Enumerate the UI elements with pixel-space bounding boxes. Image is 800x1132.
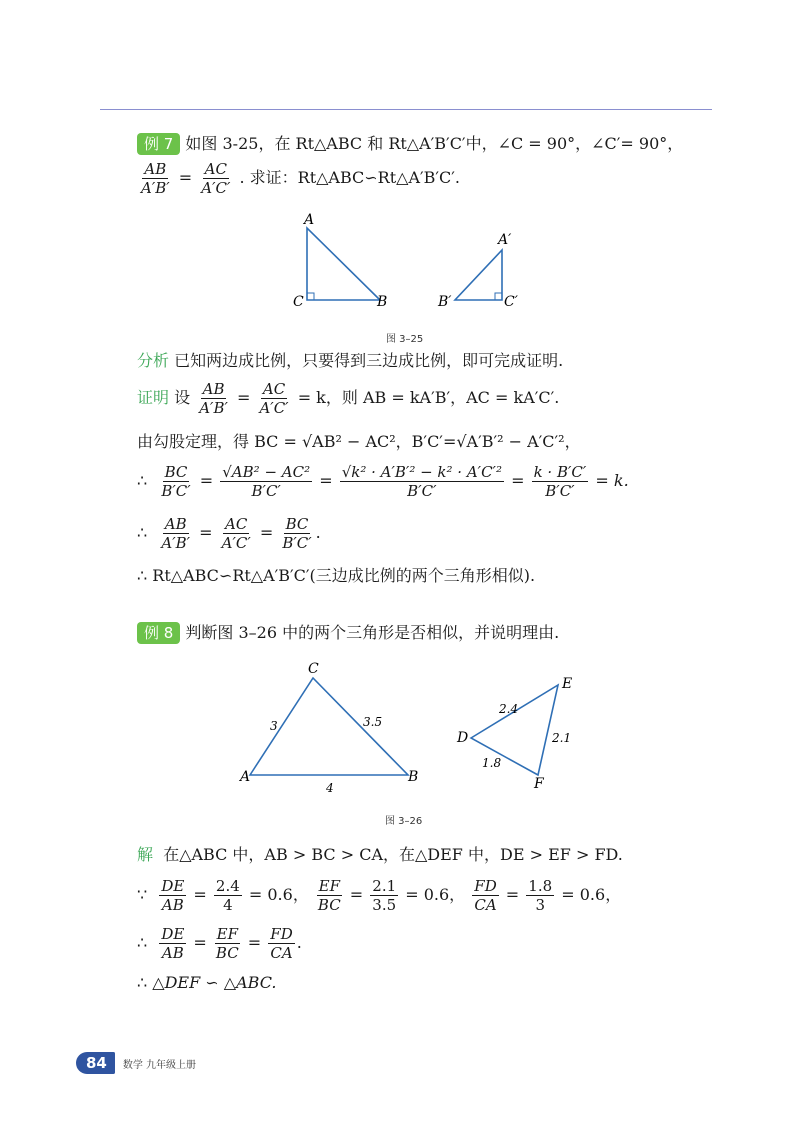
figure-caption-3-26: 图 3–26 bbox=[385, 816, 423, 827]
figure-3-26 bbox=[230, 660, 580, 800]
fraction: $\frac{1.8}{3}$ bbox=[528, 877, 553, 914]
side-ac: 3 bbox=[270, 719, 278, 733]
fraction: $\frac{DE}{AB}$ bbox=[161, 877, 185, 914]
label-b: B bbox=[377, 294, 388, 310]
header-rule bbox=[100, 109, 712, 110]
therefore-line-2: ∴ $\frac{AB}{A'B'}$ = $\frac{AC}{A'C'}$ = $\frac{BC}{B'C'}$ . bbox=[137, 515, 321, 552]
analysis-label: 分析 bbox=[137, 351, 170, 370]
example7-badge: 例 7 bbox=[137, 133, 180, 155]
right-angle-mark bbox=[495, 293, 502, 300]
fraction: $\frac{2.4}{4}$ bbox=[215, 877, 240, 914]
fraction: $\frac{EF}{BC}$ bbox=[317, 877, 341, 914]
label-c: C bbox=[308, 661, 319, 677]
example8-badge: 例 8 bbox=[137, 622, 180, 644]
label-e: E bbox=[562, 676, 573, 692]
figure-caption-3-25: 图 3–25 bbox=[386, 334, 424, 345]
label-c: C bbox=[293, 294, 304, 310]
fraction: $\frac{AC}{A'C'}$ bbox=[201, 160, 231, 197]
label-b: B bbox=[408, 769, 419, 785]
fraction: $\frac{FD}{CA}$ bbox=[474, 877, 497, 914]
proof-label: 证明 bbox=[137, 388, 170, 407]
fraction: $\frac{AB}{A'B'}$ bbox=[199, 380, 228, 417]
label-a-prime: A′ bbox=[498, 232, 512, 248]
book-title: 数学 九年级上册 bbox=[122, 1059, 197, 1071]
fraction: $\frac{2.1}{3.5}$ bbox=[372, 877, 397, 914]
final-conclusion: ∴ △DEF ∽ △ABC. bbox=[137, 973, 277, 992]
fraction: $\frac{AC}{A'C'}$ bbox=[259, 380, 289, 417]
fraction: $\frac{DE}{AB}$ bbox=[161, 925, 185, 962]
label-d: D bbox=[457, 730, 469, 746]
fraction: $\frac{AB}{A'B'}$ bbox=[141, 160, 170, 197]
side-de: 2.4 bbox=[499, 702, 519, 716]
fraction: $\frac{BC}{B'C'}$ bbox=[161, 463, 191, 500]
side-bc: 3.5 bbox=[363, 715, 383, 729]
because-line: ∵ $\frac{DE}{AB}$ = $\frac{2.4}{4}$ = 0.6， $\frac{EF}{BC}$ = $\frac{2.1}{3.5}$ = 0.6， $\frac{FD}{CA}$ = $\frac{1.8}{3}$ = 0.6， bbox=[137, 877, 622, 914]
example8-statement: 例 8 判断图 3–26 中的两个三角形是否相似，并说明理由. bbox=[137, 622, 559, 644]
fraction: $\frac{AC}{A'C'}$ bbox=[221, 515, 251, 552]
therefore-line-3: ∴ $\frac{DE}{AB}$ = $\frac{EF}{BC}$ = $\frac{FD}{CA}$ . bbox=[137, 925, 302, 962]
fraction: $\frac{\text{√AB² − AC²}}{B'C'}$ bbox=[222, 463, 311, 500]
analysis-line: 分析 已知两边成比例，只要得到三边成比例，即可完成证明. bbox=[137, 351, 564, 370]
side-ab: 4 bbox=[326, 781, 334, 795]
page-number: 84 bbox=[76, 1052, 115, 1074]
side-df: 1.8 bbox=[482, 756, 502, 770]
example7-statement-line1: 例 7 如图 3-25，在 Rt△ABC 和 Rt△A′B′C′中，∠C = 90°，∠C′= 90°， bbox=[137, 133, 683, 155]
example7-statement-line2: $\frac{AB}{A'B'}$ = $\frac{AC}{A'C'}$ . 求证：Rt△ABC∽Rt△A′B′C′. bbox=[141, 160, 461, 197]
label-a: A bbox=[304, 212, 315, 228]
page-footer bbox=[76, 1049, 196, 1077]
fraction: $\frac{BC}{B'C'}$ bbox=[282, 515, 312, 552]
pythagoras-line: 由勾股定理，得 BC = √AB² − AC²，B′C′=√A′B′² − A′C′²， bbox=[137, 432, 581, 451]
side-ef: 2.1 bbox=[552, 731, 572, 745]
fraction: $\frac{AB}{A'B'}$ bbox=[161, 515, 191, 552]
solution-label: 解 bbox=[137, 845, 154, 864]
label-b-prime: B′ bbox=[438, 294, 452, 310]
fraction: $\frac{\text{√k² · A′B′² − k² · A′C′²}}{B'C'}$ bbox=[341, 463, 502, 500]
conclusion-line: ∴ Rt△ABC∽Rt△A′B′C′(三边成比例的两个三角形相似). bbox=[137, 566, 536, 585]
fraction: $\frac{k \cdot B'C'}{B'C'}$ bbox=[533, 463, 587, 500]
label-f: F bbox=[534, 776, 544, 792]
solution-line: 解 在△ABC 中，AB > BC > CA，在△DEF 中，DE > EF > FD. bbox=[137, 845, 623, 864]
fraction: $\frac{EF}{BC}$ bbox=[215, 925, 239, 962]
triangle-abc bbox=[307, 228, 380, 300]
figure-3-25 bbox=[280, 210, 540, 320]
label-a: A bbox=[240, 769, 251, 785]
fraction: $\frac{FD}{CA}$ bbox=[270, 925, 293, 962]
therefore-line-1: ∴ $\frac{BC}{B'C'}$ = $\frac{\text{√AB² − AC²}}{B'C'}$ = $\frac{\text{√k² · A′B′² − k² · A′C′²}}{B'C'}$ = $\frac{k \cdot B'C'}{B'C'}$ = k. bbox=[137, 463, 629, 500]
proof-line: 证明 设 $\frac{AB}{A'B'}$ = $\frac{AC}{A'C'}$ = k，则 AB = kA′B′，AC = kA′C′. bbox=[137, 380, 560, 417]
label-c-prime: C′ bbox=[504, 294, 518, 310]
right-angle-mark bbox=[307, 293, 314, 300]
